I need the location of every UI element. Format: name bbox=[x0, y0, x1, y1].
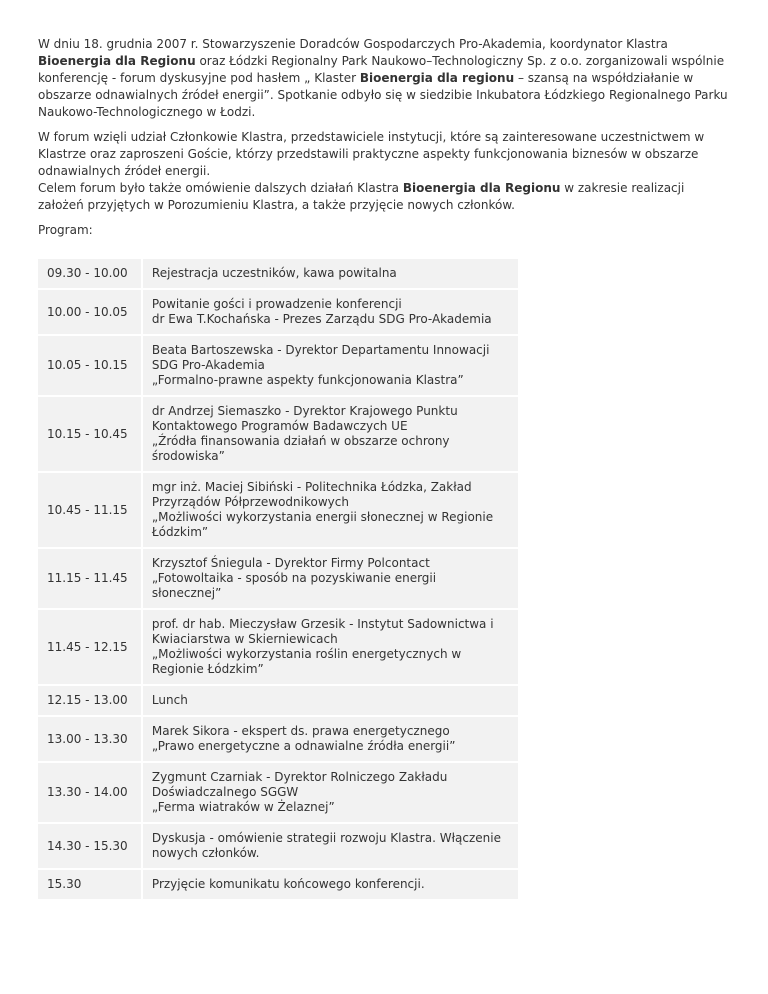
program-description-line: Przyjęcie komunikatu końcowego konferencji. bbox=[151, 877, 425, 891]
program-description-line: mgr inż. Maciej Sibiński - Politechnika Łódzka, Zakład Przyrządów Półprzewodnikowych bbox=[151, 480, 472, 509]
program-time: 15.30 bbox=[38, 870, 141, 899]
intro-paragraph-1 bbox=[38, 36, 730, 121]
program-row bbox=[38, 290, 518, 334]
program-description bbox=[143, 763, 518, 822]
program-time: 09.30 - 10.00 bbox=[38, 259, 141, 288]
program-time: 10.00 - 10.05 bbox=[38, 290, 141, 334]
program-row bbox=[38, 336, 518, 395]
program-row bbox=[38, 717, 518, 761]
text-fragment: W dniu 18. grudnia 2007 r. Stowarzyszenie Doradców Gospodarczych Pro-Akademia, koordynator Klastra bbox=[38, 37, 668, 51]
program-row bbox=[38, 397, 518, 471]
program-description-line: dr Ewa T.Kochańska - Prezes Zarządu SDG Pro-Akademia bbox=[151, 312, 492, 326]
program-time: 13.00 - 13.30 bbox=[38, 717, 141, 761]
program-description bbox=[143, 397, 518, 471]
program-description-line: „Możliwości wykorzystania energii słonecznej w Regionie Łódzkim” bbox=[151, 510, 494, 539]
program-description bbox=[143, 824, 518, 868]
program-description-line: „Ferma wiatraków w Żelaznej” bbox=[151, 800, 335, 814]
text-fragment: Celem forum było także omówienie dalszych działań Klastra bbox=[38, 181, 403, 195]
program-description-line: Lunch bbox=[151, 693, 188, 707]
program-description bbox=[143, 610, 518, 684]
text-fragment: W forum wzięli udział Członkowie Klastra, przedstawiciele instytucji, które są zainteresowane uczestnictwem w Klastrze oraz zaproszeni Goście, którzy przedstawili praktyczne aspekty funkcjonowania biznesów w obszarze odnawialnych źródeł energii. bbox=[38, 130, 705, 178]
program-row bbox=[38, 763, 518, 822]
program-row bbox=[38, 549, 518, 608]
program-description bbox=[143, 336, 518, 395]
program-description-line: Rejestracja uczestników, kawa powitalna bbox=[151, 266, 397, 280]
program-time: 10.15 - 10.45 bbox=[38, 397, 141, 471]
program-time: 10.45 - 11.15 bbox=[38, 473, 141, 547]
program-description-line: „Źródła finansowania działań w obszarze ochrony środowiska” bbox=[151, 434, 450, 463]
program-description-line: „Formalno-prawne aspekty funkcjonowania Klastra” bbox=[151, 373, 464, 387]
program-table-body bbox=[38, 259, 518, 899]
intro-paragraph-2 bbox=[38, 129, 730, 214]
program-description-line: Powitanie gości i prowadzenie konferencji bbox=[151, 297, 402, 311]
program-description-line: prof. dr hab. Mieczysław Grzesik - Instytut Sadownictwa i Kwiaciarstwa w Skierniewicach bbox=[151, 617, 494, 646]
program-row bbox=[38, 259, 518, 288]
program-description-line: Marek Sikora - ekspert ds. prawa energetycznego bbox=[151, 724, 450, 738]
program-description bbox=[143, 686, 518, 715]
cluster-name-bold: Bioenergia dla regionu bbox=[359, 71, 515, 85]
program-row bbox=[38, 610, 518, 684]
text-fragment: – szansą na współdziałanie w obszarze odnawialnych źródeł energii”. Spotkanie odbyło się w siedzibie Inkubatora Łódzkiego Regionalnego Parku Naukowo-Technologicznego w Łodzi. bbox=[38, 71, 728, 119]
program-time: 10.05 - 10.15 bbox=[38, 336, 141, 395]
program-description-line: Dyskusja - omówienie strategii rozwoju Klastra. Włączenie nowych członków. bbox=[151, 831, 501, 860]
program-time: 13.30 - 14.00 bbox=[38, 763, 141, 822]
program-description-line: Krzysztof Śniegula - Dyrektor Firmy Polcontact bbox=[151, 556, 430, 570]
program-label: Program: bbox=[38, 223, 93, 237]
program-description bbox=[143, 259, 518, 288]
program-row bbox=[38, 686, 518, 715]
program-description bbox=[143, 717, 518, 761]
program-time: 11.15 - 11.45 bbox=[38, 549, 141, 608]
text-fragment: w zakresie realizacji założeń przyjętych w Porozumieniu Klastra, a także przyjęcie nowych członków. bbox=[38, 181, 685, 212]
program-description bbox=[143, 549, 518, 608]
program-time: 14.30 - 15.30 bbox=[38, 824, 141, 868]
program-description bbox=[143, 290, 518, 334]
program-row bbox=[38, 824, 518, 868]
program-row bbox=[38, 870, 518, 899]
cluster-name-bold: Bioenergia dla Regionu bbox=[402, 181, 561, 195]
program-row bbox=[38, 473, 518, 547]
program-description-line: „Możliwości wykorzystania roślin energetycznych w Regionie Łódzkim” bbox=[151, 647, 462, 676]
program-time: 11.45 - 12.15 bbox=[38, 610, 141, 684]
program-description bbox=[143, 473, 518, 547]
program-description-line: „Fotowoltaika - sposób na pozyskiwanie energii słonecznej” bbox=[151, 571, 437, 600]
program-time: 12.15 - 13.00 bbox=[38, 686, 141, 715]
program-description-line: Zygmunt Czarniak - Dyrektor Rolniczego Zakładu Doświadczalnego SGGW bbox=[151, 770, 448, 799]
text-fragment: oraz Łódzki Regionalny Park Naukowo–Technologiczny Sp. z o.o. zorganizowali wspólnie konferencję - forum dyskusyjne pod hasłem „ Klaster bbox=[38, 54, 725, 85]
program-description-line: Beata Bartoszewska - Dyrektor Departamentu Innowacji SDG Pro-Akademia bbox=[151, 343, 490, 372]
program-table bbox=[36, 257, 520, 901]
program-description-line: dr Andrzej Siemaszko - Dyrektor Krajowego Punktu Kontaktowego Programów Badawczych UE bbox=[151, 404, 458, 433]
program-description-line: „Prawo energetyczne a odnawialne źródła energii” bbox=[151, 739, 456, 753]
program-description bbox=[143, 870, 518, 899]
cluster-name-bold: Bioenergia dla Regionu bbox=[38, 54, 196, 68]
